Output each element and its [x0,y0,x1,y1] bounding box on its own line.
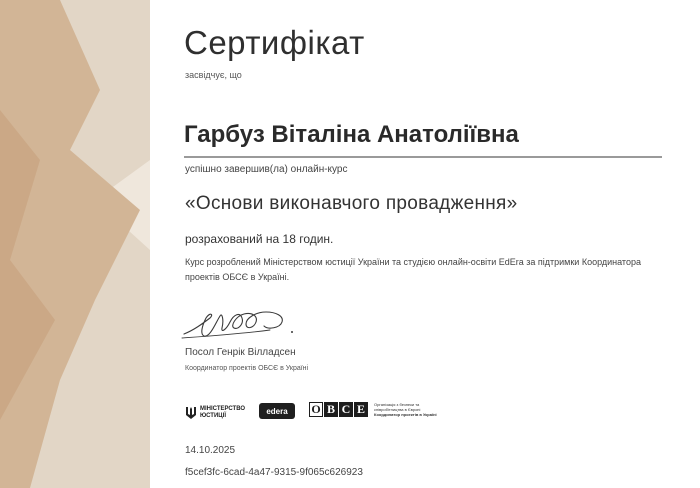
name-underline [184,156,662,158]
ministry-logo-line2: ЮСТИЦІЇ [200,413,226,419]
certificate-id: f5cef3fc-6cad-4a47-9315-9f065c626923 [185,467,363,478]
course-hours: розрахований на 18 годин. [185,232,334,246]
osce-letter: B [324,402,338,417]
certificate-title: Сертифікат [184,24,365,61]
completed-text: успішно завершив(ла) онлайн-курс [185,164,348,175]
osce-text-line1: Організація з безпеки та [374,402,420,407]
osce-letter: E [354,402,368,417]
osce-text-line2: співробітництва в Європі [374,407,421,412]
course-title: «Основи виконавчого провадження» [185,193,518,214]
trident-icon [185,406,197,420]
osce-letter: C [339,402,353,417]
osce-letter: O [309,402,323,417]
ministry-of-justice-logo [185,403,245,423]
osce-logo [309,402,484,417]
signature-image [180,300,310,344]
signer-role: Координатор проектів ОБСЄ в Україні [185,365,309,372]
osce-text-line3: Координатор проектів в Україні [374,412,437,417]
issue-date: 14.10.2025 [185,445,236,456]
edera-logo: edera [259,403,295,419]
course-credits: Курс розроблений Міністерством юстиції України та студією онлайн-освіти EdEra за підтримки Координатора проектів ОБСЄ в Україні. [185,257,641,282]
recipient-name: Гарбуз Віталіна Анатоліївна [184,121,519,148]
signer-name: Посол Генрік Вілладсен [185,347,296,358]
attests-text: засвідчує, що [185,70,242,80]
ministry-logo-line1: МІНІСТЕРСТВО [200,406,246,412]
